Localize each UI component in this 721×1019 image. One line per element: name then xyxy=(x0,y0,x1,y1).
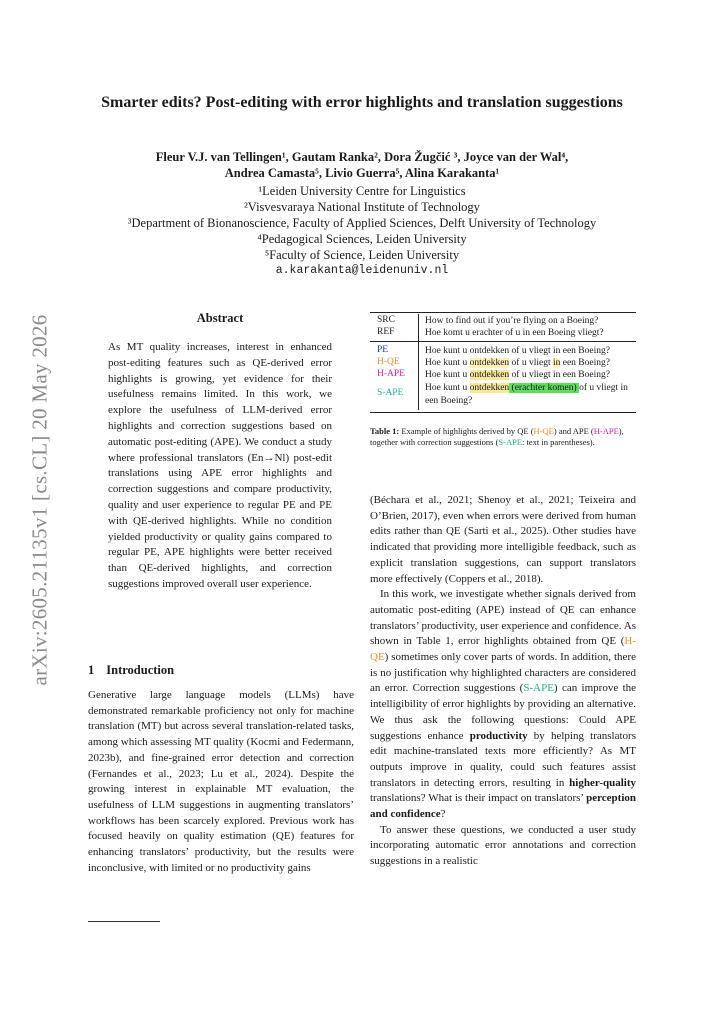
abstract-heading: Abstract xyxy=(196,311,244,325)
table-bottom-rule xyxy=(370,412,636,413)
footnote-rule xyxy=(88,921,160,922)
row-label-pe: PE xyxy=(377,345,389,355)
paper-title: Smarter edits? Post-editing with error highlights and translation suggestions xyxy=(101,94,623,111)
p2-text-f: ? xyxy=(440,808,446,821)
row-label-ref: REF xyxy=(377,327,395,337)
p2-sape: S-APE xyxy=(523,682,554,695)
row-text-pe: Hoe kunt u ontdekken of u vliegt in een Boeing? xyxy=(425,346,610,356)
p2-text-d: by helping translators edit machine-translated texts more efficiently? As MT outputs improve in quality, could such features assist translators in detecting errors, resulting in xyxy=(370,729,636,789)
hqe-highlight-1: ontdekken xyxy=(469,358,510,368)
row-text-src: How to find out if you’re flying on a Boeing? xyxy=(425,316,599,326)
p2-bold-quality: higher-quality xyxy=(569,776,636,789)
row-text-hape xyxy=(425,369,637,382)
p2-hqe: H-QE xyxy=(370,635,636,664)
row-text-sape xyxy=(425,382,637,407)
hqe-text-post: een Boeing? xyxy=(560,358,610,368)
introduction-text: Generative large language models (LLMs) have demonstrated remarkable proficiency not only for machine translation (MT) but across several translation-related tasks, among which assessing MT quality (Kocmi and Federmann, 2023b), and fine-grained error detection and correction (Fernandes et al., 2023; Lu et al., 2024). Despite the growing interest in explainable MT evaluation, the usefulness of LLM suggestions in augmenting translators’ workflows has been scarcely explored. Previous work has focused heavily on quality estimation (QE) features for enhancing translators’ productivity, but the results were inconclusive, with limited or no productivity gains xyxy=(88,689,354,874)
caption-text-4: : text in parentheses). xyxy=(522,437,595,447)
authors-line-2: Andrea Camasta⁵, Livio Guerra⁵, Alina Karakanta¹ xyxy=(224,165,500,180)
row-label-hape: H-APE xyxy=(377,369,405,379)
arxiv-identifier: arXiv:2605.21135v1 [cs.CL] 20 May 2026 xyxy=(27,314,52,686)
affiliation-4: ⁴Pedagogical Sciences, Leiden University xyxy=(257,232,467,246)
paragraph-3: To answer these questions, we conducted a user study incorporating automatic error annotations and correction suggestions in a realistic xyxy=(370,823,636,868)
section-title: Introduction xyxy=(106,663,175,677)
section-number: 1 xyxy=(88,663,95,677)
p2-text-b: ) sometimes only cover parts of words. In addition, there is no justification why highlighted characters are considered an error. Correction suggestions ( xyxy=(370,651,636,695)
caption-text-3: ), together with correction suggestions ( xyxy=(370,426,624,447)
hqe-text-pre: Hoe kunt u xyxy=(425,358,470,368)
table-mid-rule xyxy=(370,341,636,342)
p2-bold-perception: perception and confidence xyxy=(370,792,636,821)
caption-hape: H-APE xyxy=(593,426,619,436)
table-vertical-rule xyxy=(418,314,419,410)
contact-email[interactable]: a.karakanta@leidenuniv.nl xyxy=(275,264,449,277)
p2-bold-productivity: productivity xyxy=(469,729,528,742)
row-text-ref: Hoe komt u erachter of u in een Boeing vliegt? xyxy=(425,328,604,338)
hape-text-pre: Hoe kunt u xyxy=(425,370,470,380)
caption-text-1: Example of highlights derived by QE ( xyxy=(399,426,534,436)
row-label-sape: S-APE xyxy=(377,388,404,398)
paragraph-1: (Béchara et al., 2021; Shenoy et al., 2021; Teixeira and O’Brien, 2017), even when errors were derived from human edits rather than QE (Sarti et al., 2025). Other studies have indicated that providing more intelligible feedback, such as explicit translation suggestions, can support translators more effectively (Coppers et al., 2018). xyxy=(370,494,636,585)
sape-text-pre: Hoe kunt u xyxy=(425,383,470,393)
authors-line-1: Fleur V.J. van Tellingen¹, Gautam Ranka², Dora Žugčić ³, Joyce van der Wal⁴, xyxy=(155,150,569,164)
author-list xyxy=(88,150,636,181)
caption-text-2: ) and APE ( xyxy=(553,426,594,436)
affiliation-1: ¹Leiden University Centre for Linguistics xyxy=(258,184,466,198)
right-column-text xyxy=(370,493,636,870)
hape-text-post: of u vliegt in een Boeing? xyxy=(509,370,610,380)
hqe-text-mid: of u vliegt xyxy=(509,358,553,368)
row-label-hqe: H-QE xyxy=(377,357,400,367)
row-label-src: SRC xyxy=(377,315,395,325)
sape-highlight: ontdekken xyxy=(469,383,510,393)
hape-highlight: ontdekken xyxy=(469,370,510,380)
affiliation-5: ⁵Faculty of Science, Leiden University xyxy=(264,248,460,262)
paragraph-2 xyxy=(370,587,636,823)
affiliation-3: ³Department of Bionanoscience, Faculty of Applied Sciences, Delft University of Technology xyxy=(127,216,597,230)
table-caption xyxy=(370,426,636,448)
hqe-highlight-2: in xyxy=(552,358,561,368)
p2-text-a: In this work, we investigate whether signals derived from automatic post-editing (APE) instead of QE can enhance translators’ productivity, user experience and confidence. As shown in Table 1, error highlights obtained from QE ( xyxy=(370,588,636,648)
sape-suggestion: (erachter komen) xyxy=(509,383,580,393)
sape-text-post: of u vliegt in een Boeing? xyxy=(425,383,628,406)
affiliation-2: ²Visvesvaraya National Institute of Technology xyxy=(244,200,480,214)
p2-text-e: translations? What is their impact on translators’ xyxy=(370,792,587,805)
table-top-rule xyxy=(370,312,636,313)
p2-text-c: ) can improve the intelligibility of error highlights by providing an alternative. We thus ask the following questions: Could APE suggestions enhance xyxy=(370,682,637,742)
caption-hqe: H-QE xyxy=(533,426,554,436)
arxiv-sidebar xyxy=(22,290,58,710)
caption-sape: S-APE xyxy=(498,437,523,447)
section-heading-introduction xyxy=(88,663,186,678)
caption-label: Table 1: xyxy=(370,426,400,436)
row-text-hqe xyxy=(425,357,637,370)
affiliations xyxy=(70,183,654,279)
abstract-text: As MT quality increases, interest in enhanced post-editing features such as QE-derived error highlights is growing, yet evidence for their usefulness remains limited. In this work, we explore the usefulness of LLM-derived error highlights and correction suggestions based on automatic post-editing (APE). We conduct a study where professional translators (En→Nl) post-edit translations using APE error highlights and correction suggestions and compare productivity, quality and user experience to regular PE and PE with QE-derived highlights. While no condition yielded productivity or quality gains compared to regular PE, APE highlights were better received than QE-derived highlights, and correction suggestions improved overall user experience. xyxy=(108,341,332,590)
